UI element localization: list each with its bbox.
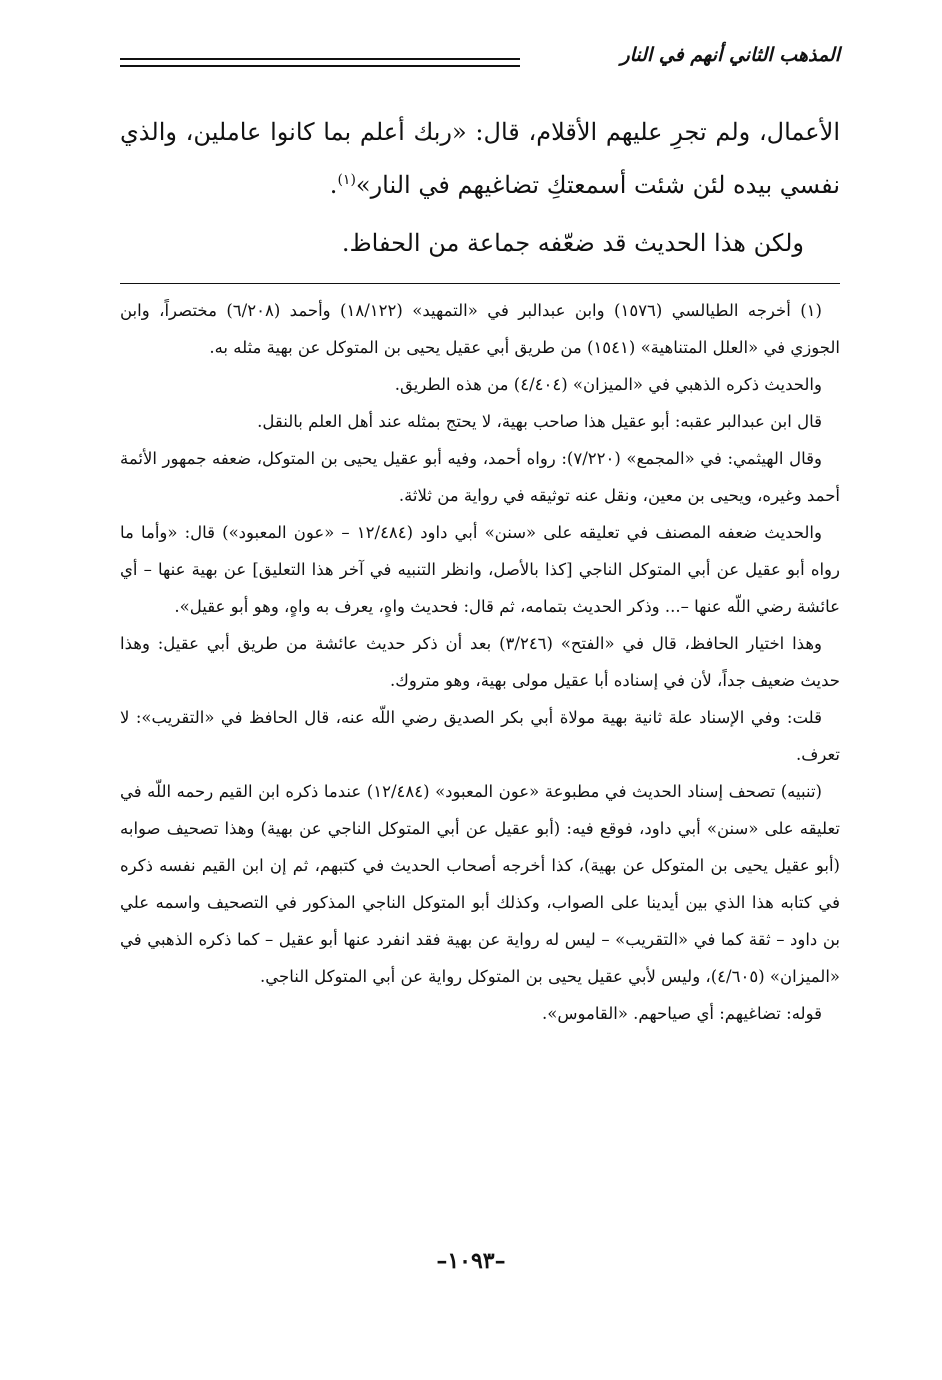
footnote-paragraph: وقال الهيثمي: في «المجمع» (٧/٢٢٠): رواه أحمد، وفيه أبو عقيل يحيى بن المتوكل، ضعفه جمهور الأئمة أحمد وغيره، ويحيى بن معين، ونقل عنه توثيقه في رواية من ثلاثة.: [120, 449, 840, 505]
footnote-paragraph: وهذا اختيار الحافظ، قال في «الفتح» (٣/٢٤٦) بعد أن ذكر حديث عائشة من طريق أبي عقيل: وهذا حديث ضعيف جداً، لأن في إسناده أبا عقيل مولى بهية، وهو متروك.: [120, 634, 840, 690]
footnotes: [120, 292, 840, 1032]
footnote-separator: [120, 283, 840, 284]
main-line-1: الأعمال، ولم تجرِ عليهم الأقلام، قال: «ربك أعلم بما كانوا عاملين، والذي: [120, 118, 840, 146]
main-line-2-end: .: [329, 171, 338, 199]
header-rule-top: [120, 58, 520, 60]
main-paragraph: [120, 108, 840, 209]
footnote-paragraph: والحديث ضعفه المصنف في تعليقه على «سنن» أبي داود (١٢/٤٨٤ – «عون المعبود») قال: «وأما ما رواه أبو عقيل عن أبي المتوكل الناجي [كذا بالأصل، وانظر التنبيه في آخر هذا التعليق] عن بهية عنها – أي عائشة رضي اللّه عنها –... وذكر الحديث بتمامه، ثم قال: فحديث واهٍ، يعرف به واهٍ، وهو أبو عقيل».: [120, 523, 840, 616]
footnote-paragraph: والحديث ذكره الذهبي في «الميزان» (٤/٤٠٤) من هذه الطريق.: [394, 375, 822, 394]
main-line-2: نفسي بيده لئن شئت أسمعتكِ تضاغيهم في النار»: [355, 171, 840, 199]
main-line-3: ولكن هذا الحديث قد ضعّفه جماعة من الحفاظ.: [341, 229, 804, 257]
header-rule-bottom: [120, 65, 520, 67]
footnote-paragraph: قلت: وفي الإسناد علة ثانية بهية مولاة أبي بكر الصديق رضي اللّه عنه، قال الحافظ في «التقريب»: لا تعرف.: [120, 708, 840, 764]
page-header: [120, 40, 840, 80]
footnote-reference: (١): [337, 172, 356, 188]
main-text: [120, 108, 840, 267]
page-number: –١٠٩٣–: [436, 1248, 506, 1274]
footnote-paragraph: (١) أخرجه الطيالسي (١٥٧٦) وابن عبدالبر في «التمهيد» (١٨/١٢٢) وأحمد (٦/٢٠٨) مختصراً، وابن الجوزي في «العلل المتناهية» (١٥٤١) من طريق أبي عقيل يحيى بن المتوكل عن بهية مثله به.: [120, 301, 840, 357]
footnote-paragraph: قوله: تضاغيهم: أي صياحهم. «القاموس».: [542, 1004, 822, 1023]
footnote-paragraph: (تنبيه) تصحف إسناد الحديث في مطبوعة «عون المعبود» (١٢/٤٨٤) عندما ذكره ابن القيم رحمه اللّه في تعليقه على «سنن» أبي داود، فوقع فيه: (أبو عقيل عن أبي المتوكل الناجي عن بهية) وهذا تصحيف صوابه (أبو عقيل يحيى بن المتوكل عن بهية)، كذا أخرجه أصحاب الحديث في كتبهم، ثم إن ابن القيم نفسه ذكره في كتابه هذا الذي بين أيدينا على الصواب، وكذلك أبو المتوكل الناجي المذكور في التصحيف واسمه علي بن داود – ثقة كما في «التقريب» – ليس له رواية عن بهية فقد انفرد عنها أبو عقيل – كما ذكره الذهبي في «الميزان» (٤/٦٠٥)، وليس لأبي عقيل يحيى بن المتوكل رواية عن أبي المتوكل الناجي.: [120, 782, 840, 986]
footnote-paragraph: قال ابن عبدالبر عقبه: أبو عقيل هذا صاحب بهية، لا يحتج بمثله عند أهل العلم بالنقل.: [257, 412, 822, 431]
running-title: المذهب الثاني أنهم في النار: [620, 44, 840, 66]
